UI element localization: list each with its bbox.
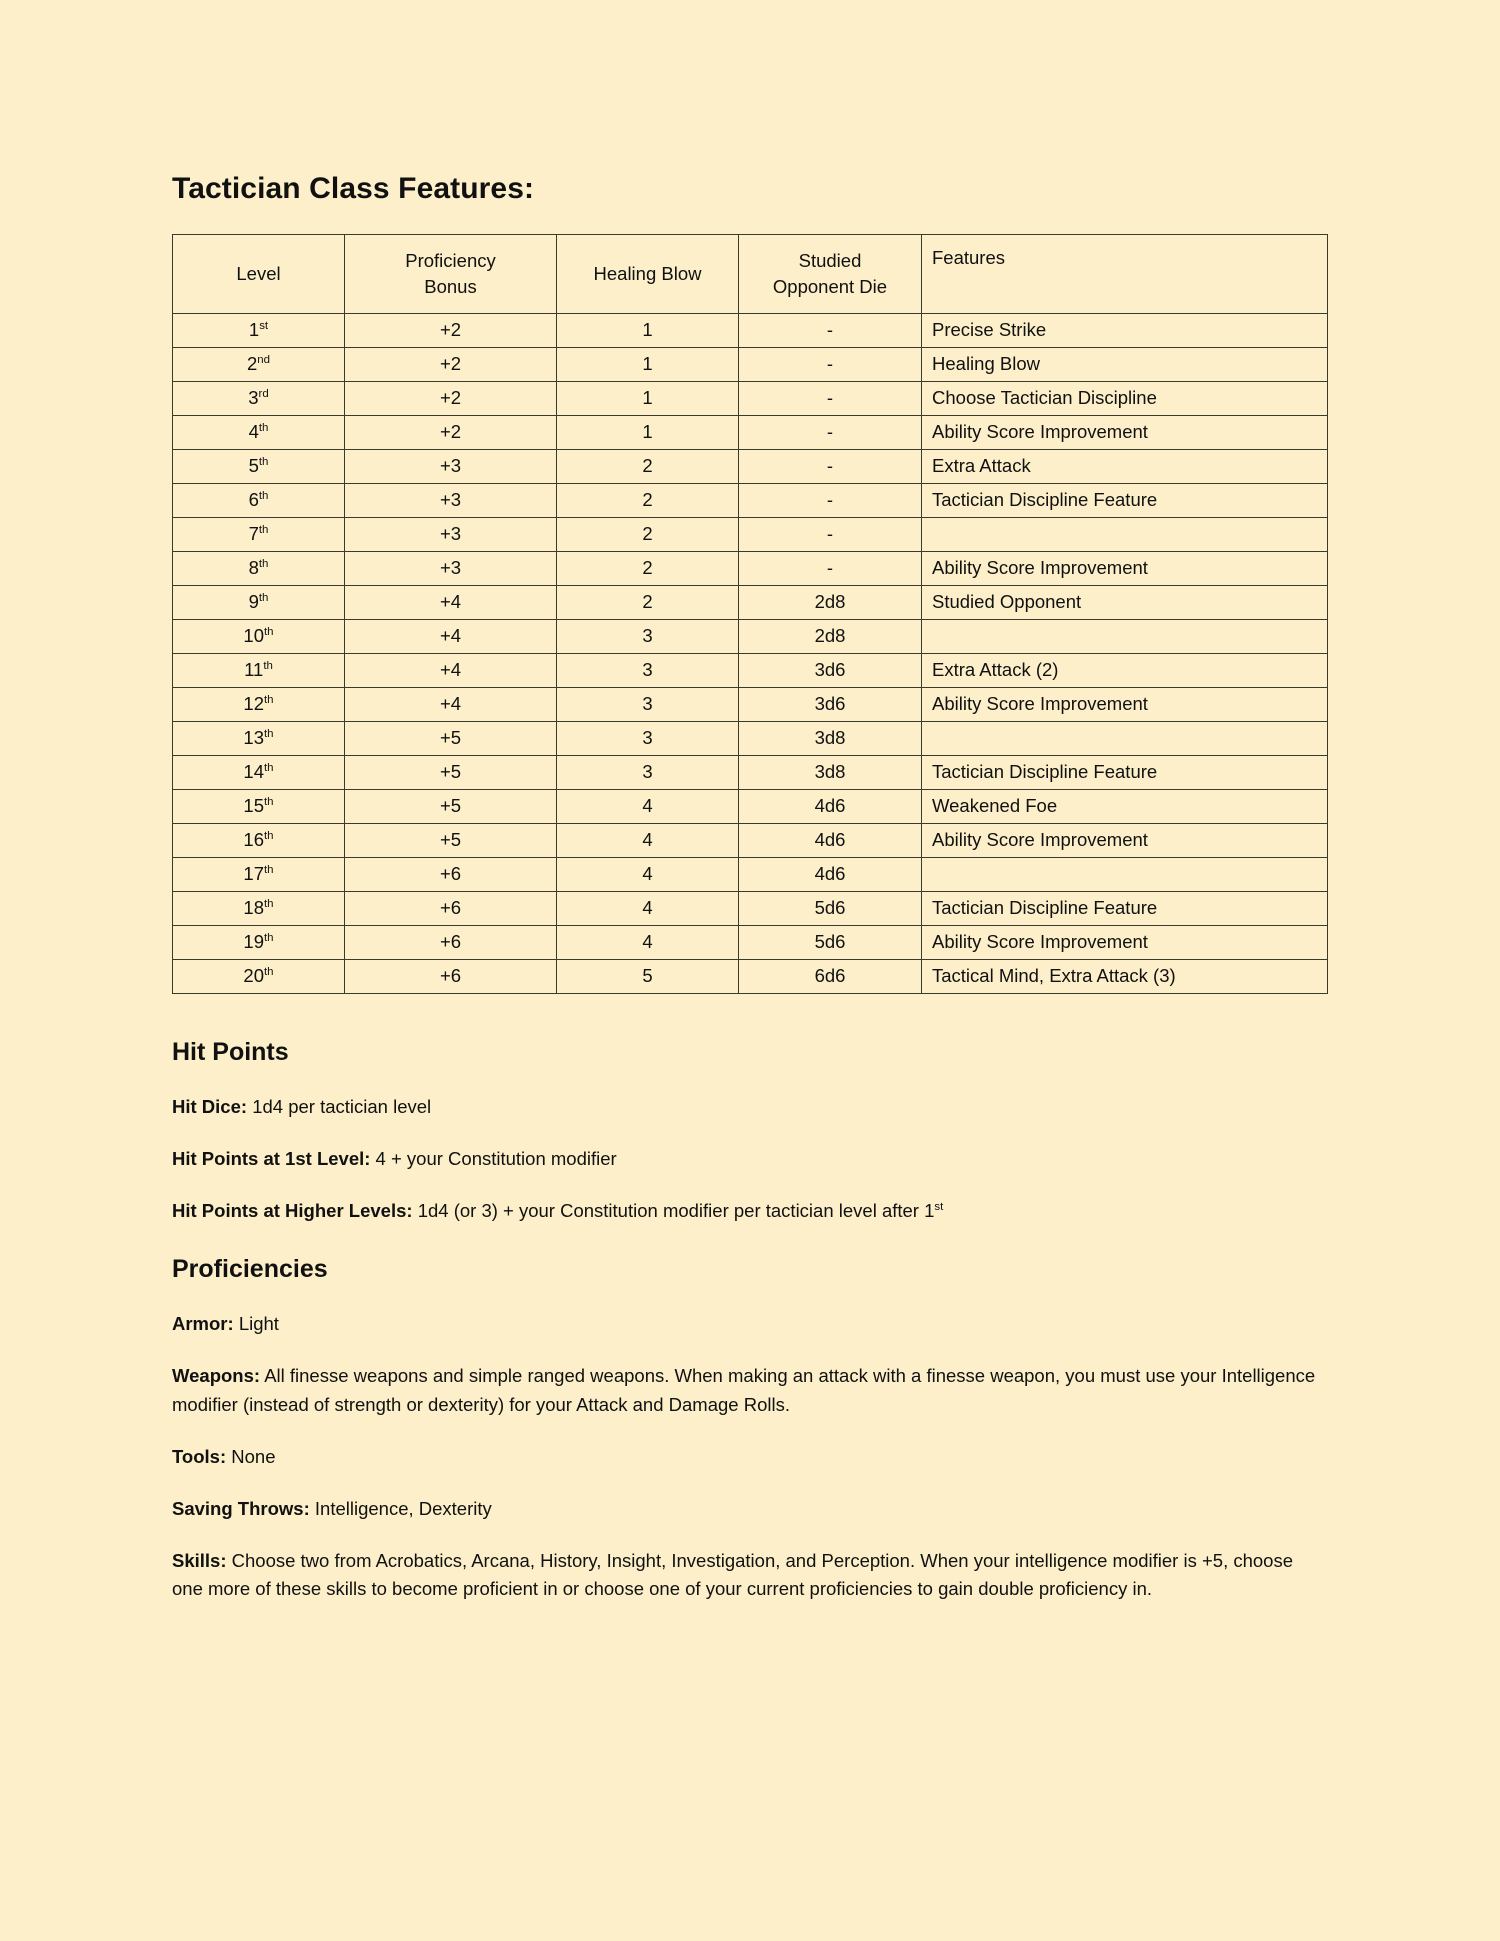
skills-label: Skills: bbox=[172, 1549, 227, 1571]
level-ordinal-suffix: th bbox=[264, 728, 274, 741]
cell-healing-blow: 4 bbox=[557, 892, 739, 926]
cell-proficiency-bonus: +6 bbox=[345, 960, 557, 994]
cell-studied-opponent-die: - bbox=[739, 382, 922, 416]
hit-points-first-level-value: 4 + your Constitution modifier bbox=[375, 1148, 617, 1170]
cell-healing-blow: 3 bbox=[557, 688, 739, 722]
level-ordinal-suffix: th bbox=[258, 422, 269, 435]
saving-throws-value: Intelligence, Dexterity bbox=[314, 1497, 492, 1519]
table-row bbox=[173, 960, 1328, 994]
level-ordinal-suffix: th bbox=[264, 966, 274, 979]
level-ordinal-suffix: th bbox=[264, 864, 274, 877]
cell-features: Weakened Foe bbox=[922, 790, 1328, 824]
level-number: 14 bbox=[243, 761, 264, 783]
cell-level bbox=[173, 484, 345, 518]
studied-header-line2: Opponent Die bbox=[772, 276, 888, 297]
level-number: 16 bbox=[243, 829, 264, 851]
level-number: 11 bbox=[244, 659, 264, 681]
table-row bbox=[173, 926, 1328, 960]
tools-label: Tools: bbox=[172, 1445, 227, 1467]
cell-healing-blow: 4 bbox=[557, 824, 739, 858]
table-row bbox=[173, 790, 1328, 824]
table-row bbox=[173, 722, 1328, 756]
cell-proficiency-bonus: +6 bbox=[345, 926, 557, 960]
cell-proficiency-bonus: +6 bbox=[345, 858, 557, 892]
level-number: 12 bbox=[243, 693, 264, 715]
cell-studied-opponent-die: 4d6 bbox=[739, 858, 922, 892]
cell-studied-opponent-die: 2d8 bbox=[739, 586, 922, 620]
cell-proficiency-bonus: +4 bbox=[345, 654, 557, 688]
table-row bbox=[173, 892, 1328, 926]
cell-features: Tactical Mind, Extra Attack (3) bbox=[922, 960, 1328, 994]
level-number: 17 bbox=[243, 863, 264, 885]
cell-studied-opponent-die: 3d6 bbox=[739, 654, 922, 688]
cell-features: Precise Strike bbox=[922, 314, 1328, 348]
level-ordinal-suffix: th bbox=[263, 660, 273, 673]
tools-value: None bbox=[231, 1445, 276, 1467]
cell-proficiency-bonus: +4 bbox=[345, 620, 557, 654]
table-row bbox=[173, 824, 1328, 858]
level-ordinal-suffix: th bbox=[264, 626, 274, 639]
cell-healing-blow: 2 bbox=[557, 586, 739, 620]
level-number: 6 bbox=[248, 489, 259, 511]
saving-throws-label: Saving Throws: bbox=[172, 1497, 310, 1519]
level-ordinal-suffix: th bbox=[264, 830, 274, 843]
proficiency-header-line1: Proficiency bbox=[405, 250, 496, 272]
cell-features: Ability Score Improvement bbox=[922, 416, 1328, 450]
armor-proficiency-paragraph bbox=[172, 1286, 1327, 1338]
cell-level bbox=[173, 790, 345, 824]
cell-features: Ability Score Improvement bbox=[922, 926, 1328, 960]
cell-features: Tactician Discipline Feature bbox=[922, 892, 1328, 926]
cell-level bbox=[173, 416, 345, 450]
cell-proficiency-bonus: +2 bbox=[345, 314, 557, 348]
level-ordinal-suffix: th bbox=[264, 932, 274, 945]
level-ordinal-suffix: th bbox=[258, 558, 269, 571]
hit-points-higher-levels-paragraph bbox=[172, 1173, 1327, 1225]
cell-studied-opponent-die: - bbox=[739, 416, 922, 450]
table-header bbox=[173, 235, 1328, 314]
skills-paragraph bbox=[172, 1523, 1327, 1603]
column-header-features: Features bbox=[922, 235, 1328, 314]
cell-healing-blow: 4 bbox=[557, 858, 739, 892]
cell-features bbox=[922, 858, 1328, 892]
cell-features: Extra Attack (2) bbox=[922, 654, 1328, 688]
cell-features: Choose Tactician Discipline bbox=[922, 382, 1328, 416]
cell-healing-blow: 5 bbox=[557, 960, 739, 994]
cell-healing-blow: 2 bbox=[557, 552, 739, 586]
hit-points-higher-levels-value: 1d4 (or 3) + your Constitution modifier per tactician level after 1 bbox=[417, 1200, 935, 1222]
hit-points-heading: Hit Points bbox=[172, 1038, 289, 1066]
cell-level bbox=[173, 654, 345, 688]
table-row bbox=[173, 450, 1328, 484]
cell-features: Ability Score Improvement bbox=[922, 552, 1328, 586]
level-number: 15 bbox=[243, 795, 264, 817]
level-ordinal-suffix: nd bbox=[257, 354, 271, 367]
cell-studied-opponent-die: 4d6 bbox=[739, 824, 922, 858]
table-row bbox=[173, 314, 1328, 348]
level-number: 2 bbox=[246, 353, 258, 375]
cell-proficiency-bonus: +5 bbox=[345, 722, 557, 756]
cell-healing-blow: 3 bbox=[557, 654, 739, 688]
cell-features: Extra Attack bbox=[922, 450, 1328, 484]
weapons-proficiency-paragraph bbox=[172, 1338, 1327, 1418]
tools-proficiency-paragraph bbox=[172, 1419, 1327, 1471]
saving-throws-paragraph bbox=[172, 1471, 1327, 1523]
level-number: 8 bbox=[248, 557, 259, 579]
document-content bbox=[172, 0, 1327, 1603]
table-row bbox=[173, 654, 1328, 688]
cell-level bbox=[173, 960, 345, 994]
level-ordinal-suffix: st bbox=[259, 320, 269, 333]
column-header-healing-blow: Healing Blow bbox=[557, 235, 739, 314]
cell-studied-opponent-die: - bbox=[739, 450, 922, 484]
cell-proficiency-bonus: +4 bbox=[345, 688, 557, 722]
cell-level bbox=[173, 892, 345, 926]
ordinal-suffix: st bbox=[934, 1201, 944, 1214]
level-number: 9 bbox=[248, 591, 259, 613]
cell-level bbox=[173, 926, 345, 960]
armor-label: Armor: bbox=[172, 1313, 234, 1335]
cell-features bbox=[922, 722, 1328, 756]
proficiencies-heading: Proficiencies bbox=[172, 1255, 328, 1284]
column-header-studied-opponent-die bbox=[739, 235, 922, 314]
cell-proficiency-bonus: +3 bbox=[345, 450, 557, 484]
cell-level bbox=[173, 756, 345, 790]
level-number: 7 bbox=[248, 523, 259, 545]
table-row bbox=[173, 586, 1328, 620]
cell-level bbox=[173, 722, 345, 756]
level-number: 4 bbox=[248, 421, 259, 443]
level-ordinal-suffix: th bbox=[264, 796, 274, 809]
level-number: 13 bbox=[243, 727, 264, 749]
table-row bbox=[173, 552, 1328, 586]
hit-dice-paragraph bbox=[172, 1069, 1327, 1121]
cell-healing-blow: 4 bbox=[557, 790, 739, 824]
cell-studied-opponent-die: - bbox=[739, 518, 922, 552]
cell-healing-blow: 1 bbox=[557, 314, 739, 348]
level-ordinal-suffix: th bbox=[258, 456, 269, 469]
cell-studied-opponent-die: 3d8 bbox=[739, 722, 922, 756]
cell-healing-blow: 1 bbox=[557, 382, 739, 416]
hit-points-first-level-label: Hit Points at 1st Level: bbox=[172, 1148, 371, 1170]
table-row bbox=[173, 348, 1328, 382]
cell-features: Ability Score Improvement bbox=[922, 688, 1328, 722]
cell-healing-blow: 1 bbox=[557, 348, 739, 382]
cell-proficiency-bonus: +3 bbox=[345, 484, 557, 518]
cell-healing-blow: 3 bbox=[557, 620, 739, 654]
cell-studied-opponent-die: 2d8 bbox=[739, 620, 922, 654]
level-ordinal-suffix: th bbox=[258, 524, 269, 537]
weapons-value: All finesse weapons and simple ranged weapons. When making an attack with a finesse weapon, you must use your Intelligence modifier (instead of strength or dexterity) for your Attack and Damage Rolls. bbox=[172, 1365, 1316, 1415]
cell-studied-opponent-die: - bbox=[739, 348, 922, 382]
level-ordinal-suffix: th bbox=[258, 490, 269, 503]
cell-features bbox=[922, 518, 1328, 552]
cell-healing-blow: 3 bbox=[557, 722, 739, 756]
cell-studied-opponent-die: 6d6 bbox=[739, 960, 922, 994]
table-body bbox=[173, 314, 1328, 994]
cell-proficiency-bonus: +5 bbox=[345, 824, 557, 858]
cell-studied-opponent-die: - bbox=[739, 552, 922, 586]
cell-proficiency-bonus: +2 bbox=[345, 416, 557, 450]
table-row bbox=[173, 620, 1328, 654]
cell-studied-opponent-die: - bbox=[739, 314, 922, 348]
table-row bbox=[173, 518, 1328, 552]
cell-proficiency-bonus: +2 bbox=[345, 382, 557, 416]
cell-level bbox=[173, 382, 345, 416]
page-title: Tactician Class Features: bbox=[172, 172, 535, 205]
cell-proficiency-bonus: +2 bbox=[345, 348, 557, 382]
cell-healing-blow: 1 bbox=[557, 416, 739, 450]
skills-value: Choose two from Acrobatics, Arcana, History, Insight, Investigation, and Perception. When your intelligence modifier is +5, choose one more of these skills to become proficient in or choose one of your current proficiencies to gain double proficiency in. bbox=[172, 1549, 1294, 1599]
cell-healing-blow: 2 bbox=[557, 518, 739, 552]
table-row bbox=[173, 756, 1328, 790]
hit-dice-value: 1d4 per tactician level bbox=[252, 1096, 432, 1117]
cell-studied-opponent-die: 4d6 bbox=[739, 790, 922, 824]
cell-studied-opponent-die: - bbox=[739, 484, 922, 518]
cell-proficiency-bonus: +4 bbox=[345, 586, 557, 620]
cell-level bbox=[173, 518, 345, 552]
cell-level bbox=[173, 348, 345, 382]
level-ordinal-suffix: th bbox=[258, 592, 269, 605]
cell-studied-opponent-die: 5d6 bbox=[739, 926, 922, 960]
cell-studied-opponent-die: 3d6 bbox=[739, 688, 922, 722]
level-ordinal-suffix: rd bbox=[258, 388, 269, 401]
table-row bbox=[173, 416, 1328, 450]
cell-level bbox=[173, 552, 345, 586]
cell-healing-blow: 2 bbox=[557, 484, 739, 518]
cell-level bbox=[173, 450, 345, 484]
table-row bbox=[173, 688, 1328, 722]
column-header-proficiency-bonus bbox=[345, 235, 557, 314]
cell-studied-opponent-die: 3d8 bbox=[739, 756, 922, 790]
level-number: 10 bbox=[243, 625, 264, 647]
level-ordinal-suffix: th bbox=[264, 694, 274, 707]
level-number: 19 bbox=[243, 931, 264, 953]
cell-level bbox=[173, 586, 345, 620]
cell-studied-opponent-die: 5d6 bbox=[739, 892, 922, 926]
cell-features bbox=[922, 620, 1328, 654]
cell-level bbox=[173, 314, 345, 348]
cell-proficiency-bonus: +5 bbox=[345, 756, 557, 790]
table-row bbox=[173, 382, 1328, 416]
table-row bbox=[173, 858, 1328, 892]
hit-dice-label: Hit Dice: bbox=[172, 1096, 248, 1117]
cell-proficiency-bonus: +3 bbox=[345, 552, 557, 586]
tactician-class-features-table bbox=[172, 234, 1328, 994]
level-ordinal-suffix: th bbox=[264, 762, 274, 775]
cell-healing-blow: 2 bbox=[557, 450, 739, 484]
level-number: 20 bbox=[243, 965, 264, 987]
table-row bbox=[173, 484, 1328, 518]
level-ordinal-suffix: th bbox=[264, 898, 274, 911]
hit-points-first-level-paragraph bbox=[172, 1121, 1327, 1173]
cell-level bbox=[173, 858, 345, 892]
armor-value: Light bbox=[238, 1313, 279, 1335]
level-number: 18 bbox=[243, 897, 264, 919]
cell-level bbox=[173, 688, 345, 722]
cell-features: Healing Blow bbox=[922, 348, 1328, 382]
cell-level bbox=[173, 620, 345, 654]
column-header-level: Level bbox=[173, 235, 345, 314]
cell-proficiency-bonus: +6 bbox=[345, 892, 557, 926]
cell-features: Tactician Discipline Feature bbox=[922, 484, 1328, 518]
cell-proficiency-bonus: +3 bbox=[345, 518, 557, 552]
cell-level bbox=[173, 824, 345, 858]
proficiency-header-line2: Bonus bbox=[424, 276, 477, 297]
level-number: 5 bbox=[248, 455, 259, 477]
cell-healing-blow: 4 bbox=[557, 926, 739, 960]
level-number: 1 bbox=[248, 319, 260, 341]
weapons-label: Weapons: bbox=[172, 1365, 261, 1387]
cell-features: Studied Opponent bbox=[922, 586, 1328, 620]
cell-features: Tactician Discipline Feature bbox=[922, 756, 1328, 790]
cell-proficiency-bonus: +5 bbox=[345, 790, 557, 824]
table-header-row bbox=[173, 235, 1328, 314]
cell-healing-blow: 3 bbox=[557, 756, 739, 790]
studied-header-line1: Studied bbox=[798, 250, 862, 272]
cell-features: Ability Score Improvement bbox=[922, 824, 1328, 858]
hit-points-higher-levels-label: Hit Points at Higher Levels: bbox=[172, 1200, 413, 1222]
level-number: 3 bbox=[248, 387, 259, 409]
